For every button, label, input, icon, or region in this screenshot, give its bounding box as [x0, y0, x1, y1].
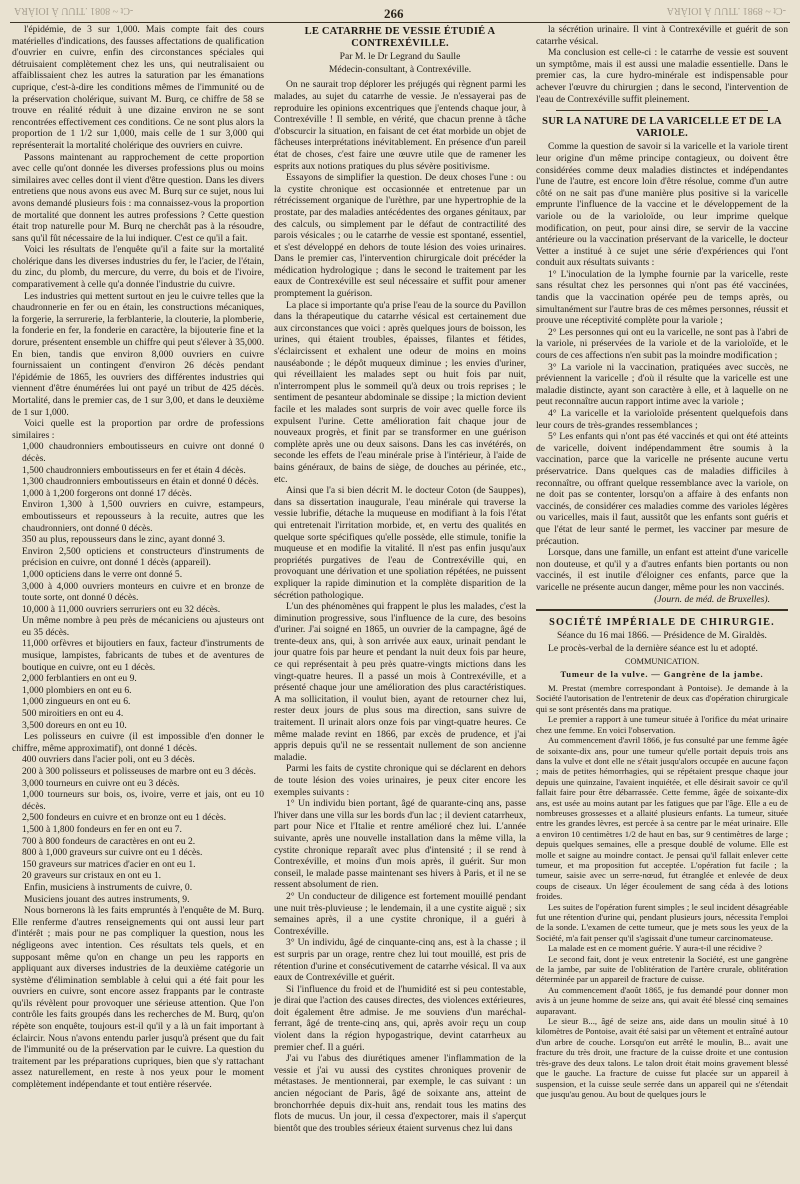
list-item: 350 au plus, repousseurs dans le zinc, ayant donné 3.: [22, 534, 226, 546]
paragraph: Enfin, musiciens à instruments de cuivre, 0.: [24, 881, 193, 893]
list-item: 400 ouvriers dans l'acier poli, ont eu 3 décès.: [22, 754, 195, 766]
paragraph: 3° La variole ni la vaccination, pratiquées avec succès, ne préviennent la varicelle ; d'où il résulte que la varicelle est une maladie distincte, ayant son caractère à elle, et à laquelle on ne peut reconnaître aucun rapport intime avec la variole ;: [536, 361, 788, 408]
list-item: 800 à 1,000 graveurs sur cuivre ont eu 1 décès.: [22, 847, 203, 859]
article-author-role: Médecin-consultant, à Contrexéville.: [328, 63, 472, 75]
divider: [536, 609, 788, 611]
paragraph: 1° Un individu bien portant, âgé de quarante-cinq ans, passe l'hiver dans une villa sur les bords d'un lac ; il devient catarrheux, part pour Nice et l'Italie et rentre amélioré chez lui. L'année suivante, après une nouvelle installation dans la même villa, la cystite chronique reparaît avec plus d'intensité ; il se rend à Contrexéville, et moins d'un mois après, il guérit. Sur mon conseil, le malade passe maintenant ses hivers à Paris, et il ne se ressent absolument de rien.: [274, 798, 526, 891]
list-item: 1,000 opticiens dans le verre ont donné 5.: [22, 568, 183, 580]
paragraph: Les polisseurs en cuivre (il est impossible d'en donner le chiffre, même approximatif), ont donné 1 décès.: [12, 731, 264, 754]
paragraph: La malade est en ce moment guérie. Y aura-t-il une récidive ?: [548, 943, 763, 954]
paragraph: M. Prestat (membre correspondant à Pontoise). Je demande à la Société l'autorisation de l'entretenir de deux cas d'opération chirurgicale qui se sont présentés dans ma pratique.: [536, 683, 788, 714]
list-item: Environ 1,300 à 1,500 ouvriers en cuivre, estampeurs, emboutisseurs et repousseurs à la recuite, autres que les chaudronniers, ont donné 0 décès.: [22, 499, 264, 534]
paragraph: L'un des phénomènes qui frappent le plus les malades, c'est la diminution progressive, sous l'influence de la cure, des besoins d'uriner. J'ai soigné en 1865, un ouvrier de la campagne, âgé de trente-deux ans, qui, à son arrivée aux eaux, urinait pendant le jour quatre fois par heure et pendant la nuit deux fois par heure, ce qui représentait à peu près quatre-vingts mictions dans les vingt-quatre heures. Il a passé un mois à Contrexéville, et a présenté chaque jour une amélioration des plus caractéristiques. A ma sollicitation, il voulut bien, ayant de retourner chez lui, rester deux jours de plus sous ma direction, sans suivre de traitement. Il urinait alors onze fois par vingt-quatre heures. Ce même malade revint en 1866, par excès de prudence, et j'ai appris depuis qu'il ne se ressentait nullement de son ancienne maladie.: [274, 601, 526, 763]
article-byline: Par M. le Dr Legrand du Saulle: [339, 51, 461, 63]
list-item: 10,000 à 11,000 ouvriers serruriers ont eu 32 décès.: [22, 603, 221, 615]
paragraph: Lorsque, dans une famille, un enfant est atteint d'une varicelle non douteuse, et qu'il y a d'autres enfants bien portants ou non vaccinés, il est inutile d'éloigner ces enfants, parce que la varicelle ne présente aucun danger, même pour les non vaccinés.: [536, 547, 788, 593]
paragraph: Ma conclusion est celle-ci : le catarrhe de vessie est souvent un symptôme, mais il est aussi une maladie essentielle. Dans le premier cas, la cure hydro-minérale est indispensable pour achever l'œuvre du chirurgien ; dans le second, l'intervention de l'eau de Contrexéville suffit pleinement.: [536, 47, 788, 105]
list-item: 1,300 chaudronniers emboutisseurs en étain et donné 0 décès.: [22, 476, 259, 488]
subheading: Tumeur de la vulve. — Gangrène de la jambe.: [560, 669, 764, 680]
list-item: 11,000 orfèvres et bijoutiers en faux, facteur d'instruments de musique, lampistes, fabricants de tubes et de aventures de boutique en cuivre, ont eu 1 décès.: [22, 638, 264, 673]
source-citation: (Journ. de méd. de Bruxelles).: [654, 593, 770, 605]
list-item: 1,000 chaudronniers emboutisseurs en cuivre ont donné 0 décès.: [22, 441, 264, 464]
paragraph: Voici quelle est la proportion par ordre de professions similaires :: [12, 418, 264, 441]
list-item: 20 graveurs sur cristaux en ont eu 1.: [22, 870, 162, 882]
column-left: [12, 24, 264, 1170]
paragraph: Si l'influence du froid et de l'humidité est si peu contestable, je dirai que l'action des causes directes, des violences extérieures, doit également être admise. Je me souviens d'un maréchal-ferrant, âgé de trente-cinq ans, qui, après avoir reçu un coup violent dans la région hypogastrique, devint catarrheux au premier chef. Il a guéri.: [274, 983, 526, 1053]
paragraph: Essayons de simplifier la question. De deux choses l'une : ou la cystite chronique est occasionnée et entretenue par un rétrécissement organique de l'urèthre, par une hypertrophie de la prostate, par des maladies antécédentes des organes génitaux, par des calculs, ou simplement par le défaut de contractilité des parois vésicales ; ou le catarrhe de vessie est spontané, essentiel, et s'est développé en dehors de toute lésion des voies urinaires. Dans le premier cas, l'intervention chirurgicale doit précéder la médication hydrologique ; dans le second le traitement par les eaux de Contrexéville est seul nécessaire et suffit pour amener promptement la guérison.: [274, 172, 526, 300]
paragraph: 2° Les personnes qui ont eu la varicelle, ne sont pas à l'abri de la variole, ni préservées de la variole et de la varioloïde, et le cours de ces affections n'en subit pas la moindre modification ;: [536, 326, 788, 362]
paragraph: 2° Un conducteur de diligence est fortement mouillé pendant une nuit très-pluvieuse ; le lendemain, il a une cystite aiguë ; six semaines après, il a une cystite chronique, il a guéri à Contrexéville.: [274, 890, 526, 937]
page-number: 266: [384, 6, 404, 21]
paragraph: Voici les résultats de l'enquête qu'il a faite sur la mortalité cholérique dans les diverses industries du fer, le l'acier, de l'étain, du zinc, du plomb, du mercure, du verre, du bois et de l'ivoire, comparativement à celle qu'a donnée l'industrie du cuivre.: [12, 244, 264, 291]
section-heading: SOCIÉTÉ IMPÉRIALE DE CHIRURGIE.: [549, 617, 775, 629]
list-item: Environ 2,500 opticiens et constructeurs d'instruments de précision en cuivre, ont donné 1 décès (appareil).: [22, 545, 264, 569]
paragraph: Les industries qui mettent surtout en jeu le cuivre telles que la chaudronnerie en fer ou en étain, les constructions mécaniques, la forgerie, la serrurerie, la ferblanterie, la clouterie, la plomberie, la fonderie en fer, la fonderie en caractère, la bijouterie fine et la dorure, présentent ensemble un chiffre qui peut s'élever à 35,000. En bien, tandis que environ 8,000 ouvriers en cuivre fournissaient un contingent d'environ 26 décès pendant l'épidémie de 1865, les ouvriers des différentes industries qui viennent d'être énumérées lui ont payé un tribut de 425 décès. Mortalité, dans le premier cas, de 1 sur 3,00, et dans le deuxième de 1 sur 1,000.: [12, 290, 264, 418]
paragraph: On ne saurait trop déplorer les préjugés qui règnent parmi les malades, au sujet du catarrhe de vessie. Je n'essayerai pas de reproduire les opinions excentriques que j'entends chaque jour, à Contrexéville ! Il semble, en vérité, que chacun prenne à tâche d'obscurcir la situation, en faisant de cet état morbide un objet de fâcheuses interprétations inévitablement. En présence d'un pareil état de choses, c'est faire une œuvre utile que de ramener les esprits aux notions pratiques du plus sévère positivisme.: [274, 79, 526, 172]
paragraph: Au commencement d'août 1865, je fus demandé pour donner mon avis à un jeune homme de seize ans, qui avait été blessé cinq semaines auparavant.: [536, 984, 788, 1016]
list-item: 1,000 plombiers en ont eu 6.: [22, 684, 132, 696]
paragraph: 4° La varicelle et la varioloïde présentent quelquefois dans leur cours de très-grandes ressemblances ;: [536, 408, 788, 431]
paragraph: Le procès-verbal de la dernière séance est lu et adopté.: [548, 643, 758, 655]
divider: [556, 110, 768, 111]
list-item: 3,000 à 4,000 ouvriers monteurs en cuivre et en bronze de toute sorte, ont donné 0 décès.: [22, 580, 264, 604]
running-head-left: -Ct ~ 8981 .TIUU À IOIÀRA: [666, 5, 786, 17]
list-item: 1,500 chaudronniers emboutisseurs en fer et étain 4 décès.: [22, 464, 246, 476]
paragraph: Au commencement d'avril 1866, je fus consulté par une femme âgée de soixante-dix ans, pour une tumeur qu'elle portait depuis trois ans dans la vulve et dont elle ne s'était jusqu'alors occupée en aucune façon ; mais de petites hémorrhagies, qui se répétaient presque chaque jour depuis une quinzaine, l'avaient inquiétée, et elle désirait savoir ce qu'il fallait faire pour être débarrassée. Cette femme, âgée de soixante-dix ans, est usée au moins autant par les fatigues que par l'âge. Elle a eu de nombreuses grossesses et a allaité plusieurs enfants. La tumeur, située entre les grandes lèvres, est percée à sa centre par le méat urinaire. Elle a environ 10 centimètres 1/2 de haut en bas, sur 9 centimètres de large ; depuis quelques semaines, elle a presque doublé de volume. Elle est molle et saigne au moindre contact. Je pensai qu'il fallait enlever cette tumeur, et ma proposition fut acceptée. L'opération fut facile ; la tumeur, saisie avec un serre-nœud, fut étranglée et enlevée de deux coups de ciseaux. Un léger écoulement de sang céda à des lotions froides.: [536, 735, 788, 902]
article-title: SUR LA NATURE DE LA VARICELLE ET DE LA VARIOLE.: [542, 116, 782, 139]
list-item: 1,000 à 1,200 forgerons ont donné 17 décès.: [22, 487, 192, 499]
list-item: 500 miroitiers en ont eu 4.: [22, 708, 124, 720]
running-head-right: -Ct ~ 8081 .TIUU À IOIÀRA: [14, 5, 134, 17]
paragraph: Parmi les faits de cystite chronique qui se déclarent en dehors de toute lésion des voies urinaires, je peux citer encore les exemples suivants :: [274, 763, 526, 798]
paragraph: Le sieur B..., âgé de seize ans, aide dans un moulin situé à 10 kilomètres de Pontoise, avait été saisi par un vêtement et entraîné autour d'un arbre de couche. Lorsqu'on eut arrêté le moulin, B... avait une fracture du très droit, une fracture de la cuisse droite et une contusion très-grave des deux talons. Le talon droit était moins gravement blessé que le gauche. La fracture de cuisse fut placée sur un appareil à suspension, et la cuisse seule serrée dans un appareil qui ne s'étendait que jusqu'au genou. Au bout de quelques jours le: [536, 1016, 788, 1099]
paragraph: La place si importante qu'a prise l'eau de la source du Pavillon dans la thérapeutique du catarrhe vésical est certainement due aux circonstances que voici : après quelques jours de boisson, les urines, qui étaient troubles, épaisses, filantes et fétides, s'éclaircissent et exhalent une odeur de moins en moins nauséabonde ; le dépôt muqueux diminue ; les envies d'uriner, qui réveillaient les malades sept ou huit fois par nuit, n'interrompent plus le sommeil qu'à deux ou trois reprises ; le sentiment de pesanteur abdominale se dissipe ; la miction devient facile et les malades sont surpris de voir avec quelle force ils expulsent l'urine. Cette amélioration fait chaque jour de nouveaux progrès, et finit par se transformer en une guérison complète après une ou deux saisons. Dans les cas invétérés, on seconde les effets de l'eau minérale prise à l'intérieur, à l'aide de bains généraux, de bains de siège, de douches au périnée, etc., etc.: [274, 299, 526, 485]
paragraph: 3° Un individu, âgé de cinquante-cinq ans, est à la chasse ; il est surpris par un orage, rentre chez lui tout mouillé, est pris de rétention d'urine et consécutivement de catarrhe vésical. Il va aux eaux de Contrexéville et guérit.: [274, 937, 526, 984]
paragraph: J'ai vu l'abus des diurétiques amener l'inflammation de la vessie et j'ai vu aussi des cystites chroniques provenir de métastases. Je mentionnerai, par exemple, le cas suivant : un ancien négociant de Paris, âgé de soixante ans, atteint de bronchorrhée depuis dix-huit ans, rendait tous les matins des flots de mucus. Un jour, il cessa d'expectorer, mais il s'aperçut bientôt que des troubles sérieux étaient survenus chez lui dans: [274, 1053, 526, 1134]
list-item: 3,500 doreurs en ont eu 10.: [22, 719, 127, 731]
list-item: 2,000 ferblantiers en ont eu 9.: [22, 673, 137, 685]
paragraph: la sécrétion urinaire. Il vint à Contrexéville et guérit de son catarrhe vésical.: [536, 24, 788, 47]
paragraph: Comme la question de savoir si la varicelle et la variole tirent leur origine d'un même principe contagieux, ou doivent être considérées comme deux maladies distinctes et indépendantes l'une de l'autre, est encore loin d'être résolue, comme d'un autre côté on ne sait pas d'une manière plus positive si la varicelle emprunte l'influence de la vaccine et le développement de la variole ou de la varioloïde, ou leur imprime quelque modification, on peut, pour ainsi dire, se servir de la vaccine antérieure ou la vaccination préservant de la varicelle, le docteur Vetter a institué à ce sujet une série d'expériences qui l'ont conduit aux résultats suivants :: [536, 141, 788, 269]
paragraph: 5° Les enfants qui n'ont pas été vaccinés et qui ont été atteints de varicelle, doivent indépendamment être soumis à la vaccination, parce que la varicelle ne présente aucune vertu préservatrice. Dans quelques cas de maladies difficiles à reconnaître, ou offrant quelque ressemblance avec la variole, on ne doit pas se contenter, lorsqu'on a affaire à des enfants non vaccinés, de considérer ces maladies comme des varioles légères ou varicelles, mais il faut, aussitôt que les enfants sont guéris et que l'état de leur santé le permet, les vacciner par mesure de précaution.: [536, 431, 788, 547]
paragraph: 1° L'inoculation de la lymphe fournie par la varicelle, reste sans résultat chez les personnes qui n'ont pas été vaccinées, tandis que la vaccination opérée peu de temps après, ou simultanément sur l'autre bras de ces mêmes personnes, réussit et prouve une réceptivité complète pour la variole ;: [536, 268, 788, 327]
columns: [12, 24, 788, 1170]
list-item: 3,000 tourneurs en cuivre ont eu 3 décès.: [22, 777, 180, 789]
paragraph: Ainsi que l'a si bien décrit M. le docteur Coton (de Sauppes), dans sa dissertation inaugurale, l'eau minérale qui traverse la vessie lubrifie, détache la muqueuse en modifiant à la fois l'état qui entretenait l'irritation morbide, et, en vertu des qualités en quelque sorte spécifiques qu'elle possède, elle stimule, tonifie la muqueuse et en modifie la vitalité. Il n'est pas enfin jusqu'aux propriétés purgatives de l'eau de Contrexéville qui, en provoquant une dérivation et une spoliation répétées, ne puissent expliquer la rapide diminution et la complète disparition de la sécrétion pathologique.: [274, 485, 526, 601]
paragraph: l'épidémie, de 3 sur 1,000. Mais compte fait des cours matérielles d'indications, des fausses affectations de qualification d'ouvrier en cuivre, enfin des circonstances spéciales qui détruisaient complètement chez les uns, qui neutralisaient ou affaiblissaient chez les autres la saturation par les émanations cuprique, c'est-à-dire les conditions mêmes de l'immunité ou de la préservation cholérique, suivant M. Burq, ce chiffre de 58 se trouve en réalité réduit à une dizaine environ ne se sont rencontrées effectivement ces conditions. Ce ne sont plus alors la proportion de 1 1/2 sur 1,000, mais celle de 1 sur 3,000 qui représenterait la mortalité cholérique des ouvriers en cuivre.: [12, 24, 264, 151]
list-item: 1,000 zingueurs en ont eu 6.: [22, 696, 131, 708]
list-item: 1,000 tourneurs sur bois, os, ivoire, verre et jais, ont eu 10 décès.: [22, 789, 264, 812]
list-item: Un même nombre à peu près de mécaniciens ou ajusteurs ont eu 35 décès.: [22, 615, 264, 638]
article-title: LE CATARRHE DE VESSIE ÉTUDIÉ A CONTREXÉVILLE.: [304, 26, 496, 49]
paragraph: Le premier a rapport à une tumeur située à l'orifice du méat urinaire chez une femme. En voici l'observation.: [536, 714, 788, 735]
list-item: 1,500 à 1,800 fondeurs en fer en ont eu 7.: [22, 823, 182, 835]
column-middle: [274, 24, 526, 1170]
session-line: Séance du 16 mai 1866. — Présidence de M. Giraldès.: [557, 629, 767, 641]
list-item: 2,500 fondeurs en cuivre et en bronze ont eu 1 décès.: [22, 812, 227, 824]
paragraph: Les suites de l'opération furent simples ; le seul incident désagréable fut une rétention d'urine qui, pendant plusieurs jours, nécessita l'emploi de la sonde. L'examen de cette tumeur, que je mets sous les yeux de la Société, m'a fait penser qu'il s'agissait d'une tumeur carcinomateuse.: [536, 901, 788, 943]
header-rule: [10, 22, 790, 23]
paragraph: Le second fait, dont je veux entretenir la Société, est une gangrène de la jambe, par suite de l'oblitération de l'artère crurale, oblitération déterminée par un appareil de fracture de cuisse.: [536, 953, 788, 985]
list-item: 700 à 800 fondeurs de caractères en ont eu 2.: [22, 835, 196, 847]
paragraph: Passons maintenant au rapprochement de cette proportion avec celle qu'ont donnée les diverses professions plus ou moins similaires avec celles dont il vient d'être question. Dans les divers entretiens que nous avons eus avec M. Burq sur ce sujet, nous lui avons demandé plusieurs fois : ma connaissez-vous la proportion de mortalité que donnent les autres professions ? Cette question était trop naturelle pour M. Burq ne cherchât pas à la résoudre, sans qu'il fût nécessaire de la lui indiquer. C'est ce qu'il a fait.: [12, 151, 264, 244]
list-item: 150 graveurs sur matrices d'acier en ont eu 1.: [22, 858, 196, 870]
paragraph: Musiciens jouant des autres instruments, 9.: [24, 893, 190, 905]
communication-label: COMMUNICATION.: [624, 656, 700, 666]
column-right: [536, 24, 788, 1170]
paragraph: Nous bornerons là les faits empruntés à l'enquête de M. Burq. Elle renferme d'autres renseignements qui ont aussi leur part d'intérêt ; mais pour ne pas compliquer la question, nous les négligeons avec intention. Ces résultats tels quels, et en supposant même qu'on en change un peu les rapports en appliquant aux diverses industries de la deuxième catégorie un système d'élimination semblable à celui qui a été fait pour les ouvriers en cuivre, sont encore assez frappants par le contraste qu'ils révèlent pour provoquer une sérieuse attention. Que l'on contrôle les faits groupés dans les recherches de M. Burq, qu'on répète son enquête, toujours est-il qu'il y a là un fait important à éclaircir. Nous n'avons entendu parler jusqu'à présent que du fait de l'immunité ou de la préservation par le cuivre. La question du traitement par les préparations cupriques, bien que s'y rattachant assez naturellement, en reste à nos yeux pour le moment complètement indépendante et tout entière réservée.: [12, 905, 264, 1091]
list-item: 200 à 300 polisseurs et polisseuses de marbre ont eu 3 décès.: [22, 766, 256, 777]
